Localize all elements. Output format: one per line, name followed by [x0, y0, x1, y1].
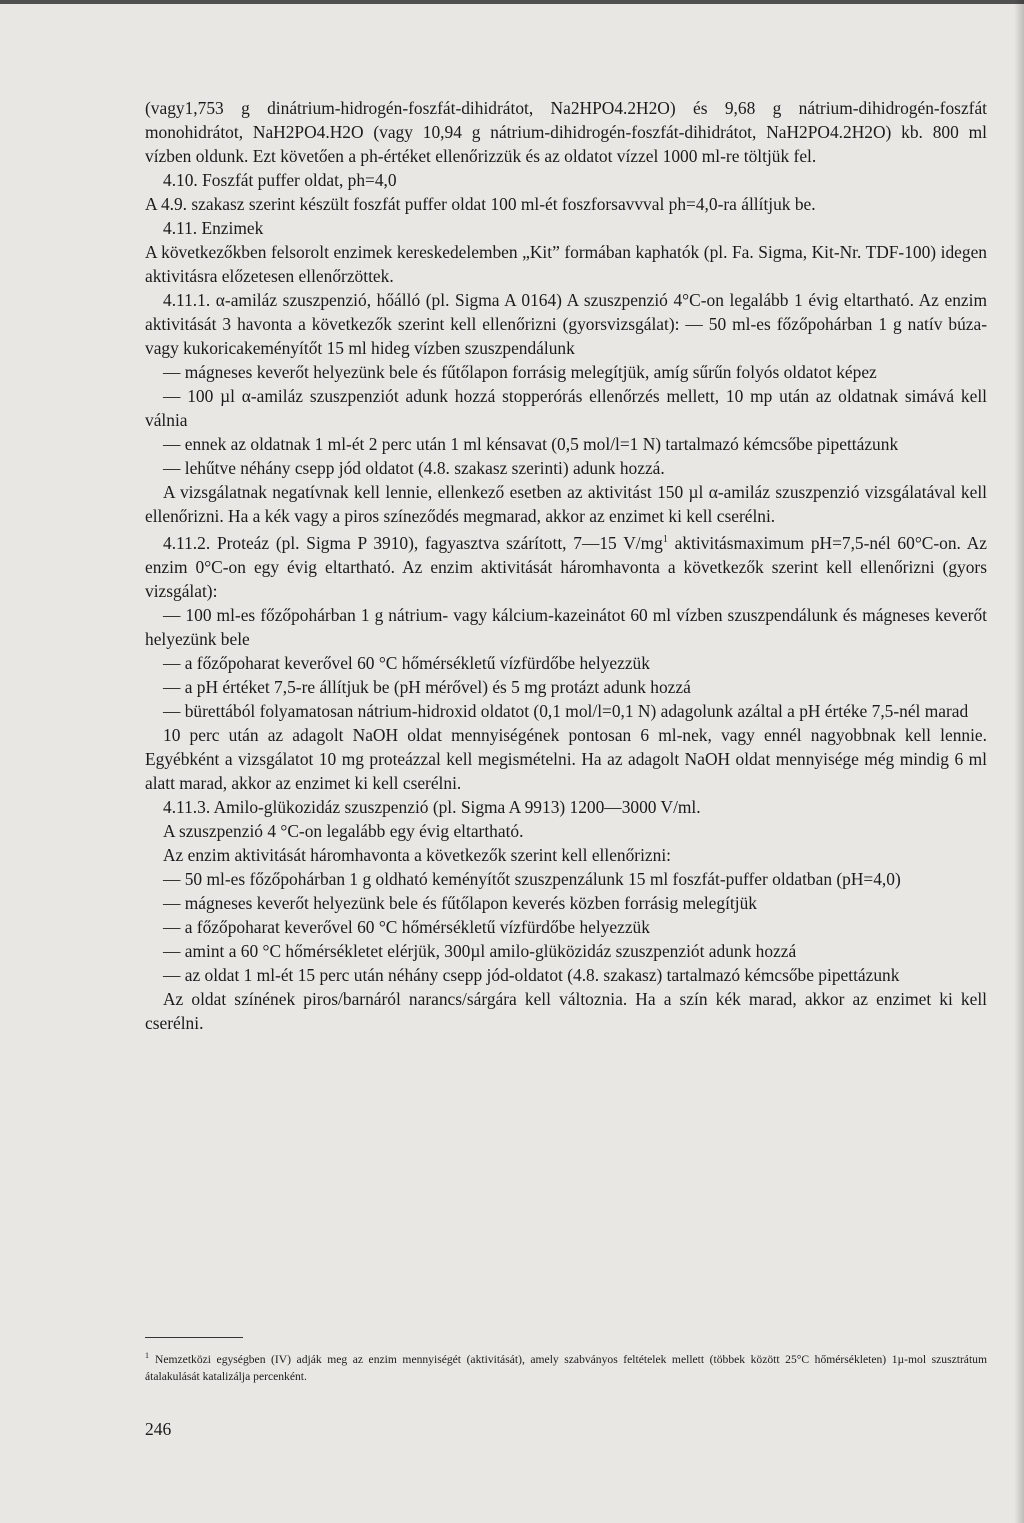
page-edge-shadow — [1014, 0, 1024, 1523]
section-heading: 4.10. Foszfát puffer oldat, ph=4,0 — [163, 170, 397, 190]
footnote-divider — [145, 1337, 243, 1338]
list-step: — mágneses keverőt helyezünk bele és fűtőlapon keverés közben forrásig melegítjük — [163, 892, 757, 913]
list-step: — a főzőpoharat keverővel 60 °C hőmérsékletű vízfürdőbe helyezzük — [163, 652, 650, 673]
list-step: — 100 µl α-amiláz szuszpenziót adunk hozzá stopperórás ellenőrzés mellett, 10 mp után az oldatnak simává kell válnia — [145, 386, 987, 430]
paragraph: 4.11.1. α-amiláz szuszpenzió, hőálló (pl. Sigma A 0164) A szuszpenzió 4°C-on legalább 1 évig eltartható. Az enzim aktivitását 3 havonta a következők szerint kell ellenőrizni (gyorsvizsgálat): — 50 ml-es főzőpohárban 1 g natív búza- vagy kukoricakeményítőt 15 ml hideg vízben szuszpendálunk — [145, 290, 987, 358]
footnote — [145, 1347, 987, 1385]
paragraph-text: aktivitásmaximum pH=7,5-nél 60°C-on. Az enzim 0°C-on egy évig eltartható. Az enzim aktivitását háromhavonta a következők szerint kell ellenőrizni (gyors vizsgálat): — [145, 532, 987, 601]
body-text — [145, 96, 987, 1035]
list-step: — ennek az oldatnak 1 ml-ét 2 perc után 1 ml kénsavat (0,5 mol/l=1 N) tartalmazó kémcsőbe pipettázunk — [163, 434, 899, 454]
top-scan-edge — [0, 0, 1024, 4]
list-step: — mágneses keverőt helyezünk bele és fűtőlapon forrásig melegítjük, amíg sűrűn folyós oldatot képez — [163, 362, 877, 382]
list-step: — a pH értéket 7,5-re állítjuk be (pH mérővel) és 5 mg protázt adunk hozzá — [163, 676, 691, 697]
footnote-marker: 1 — [662, 534, 668, 545]
footnote-text: Nemzetközi egységben (IV) adják meg az enzim mennyiségét (aktivitását), amely szabványos feltételek mellett (többek között 25°C hőmérsékleten) 1µ-mol szusztrátum átalakulását katalizálja percenként. — [145, 1352, 987, 1383]
paragraph: A vizsgálatnak negatívnak kell lennie, ellenkező esetben az aktivitást 150 µl α-amiláz szuszpenzió vizsgálatával kell ellenőrizni. Ha a kék vagy a piros színeződés megmarad, akkor az enzimet ki kell cserélni. — [145, 482, 987, 526]
paragraph-text: 4.11.2. Proteáz (pl. Sigma P 3910), fagyasztva szárított, 7—15 V/mg — [163, 532, 663, 553]
paragraph — [145, 528, 987, 603]
list-step: — az oldat 1 ml-ét 15 perc után néhány csepp jód-oldatot (4.8. szakasz) tartalmazó kémcsőbe pipettázunk — [163, 964, 900, 985]
section-heading: 4.11.3. Amilo-glükozidáz szuszpenzió (pl. Sigma A 9913) 1200—3000 V/ml. — [163, 796, 701, 817]
paragraph: A 4.9. szakasz szerint készült foszfát puffer oldat 100 ml-ét foszforsavvval ph=4,0-ra állítjuk be. — [145, 194, 816, 214]
paragraph: (vagy1,753 g dinátrium-hidrogén-foszfát-dihidrátot, Na2HPO4.2H2O) és 9,68 g nátrium-dihidrogén-foszfát monohidrátot, NaH2PO4.H2O (vagy 10,94 g nátrium-dihidrogén-foszfát-dihidrátot, NaH2PO4.2H2O) kb. 800 ml vízben oldunk. Ezt követően a ph-értéket ellenőrizzük és az oldatot vízzel 1000 ml-re töltjük fel. — [145, 98, 987, 166]
list-step: — 100 ml-es főzőpohárban 1 g nátrium- vagy kálcium-kazeinátot 60 ml vízben szuszpendálunk és mágneses keverőt helyezünk bele — [145, 604, 987, 649]
paragraph: 10 perc után az adagolt NaOH oldat mennyiségének pontosan 6 ml-nek, vagy ennél nagyobbnak kell lennie. Egyébként a vizsgálatot 10 mg proteázzal kell megismételni. Ha az adagolt NaOH oldat mennyisége még mindig 6 ml alatt marad, akkor az enzimet ki kell cserélni. — [145, 724, 987, 793]
list-step: — lehűtve néhány csepp jód oldatot (4.8. szakasz szerinti) adunk hozzá. — [163, 458, 665, 478]
paragraph: A szuszpenzió 4 °C-on legalább egy évig eltartható. — [163, 820, 524, 841]
section-heading: 4.11. Enzimek — [163, 218, 264, 238]
list-step: — 50 ml-es főzőpohárban 1 g oldható keményítőt szuszpenzálunk 15 ml foszfát-puffer oldatban (pH=4,0) — [163, 868, 901, 889]
paragraph: Az enzim aktivitását háromhavonta a következők szerint kell ellenőrizni: — [163, 844, 672, 865]
list-step: — bürettából folyamatosan nátrium-hidroxid oldatot (0,1 mol/l=0,1 N) adagolunk azáltal a pH értéke 7,5-nél marad — [163, 700, 969, 721]
list-step: — amint a 60 °C hőmérsékletet elérjük, 300µl amilo-glüközidáz szuszpenziót adunk hozzá — [163, 940, 797, 961]
footnote-mark: 1 — [145, 1351, 149, 1360]
list-step: — a főzőpoharat keverővel 60 °C hőmérsékletű vízfürdőbe helyezzük — [163, 916, 650, 937]
page-number: 246 — [145, 1419, 172, 1439]
paragraph: A következőkben felsorolt enzimek kereskedelemben „Kit” formában kaphatók (pl. Fa. Sigma, Kit-Nr. TDF-100) idegen aktivitásra előzetesen ellenőrzöttek. — [145, 242, 987, 286]
paragraph: Az oldat színének piros/barnáról narancs/sárgára kell változnia. Ha a szín kék marad, akkor az enzimet ki kell cserélni. — [145, 988, 987, 1033]
